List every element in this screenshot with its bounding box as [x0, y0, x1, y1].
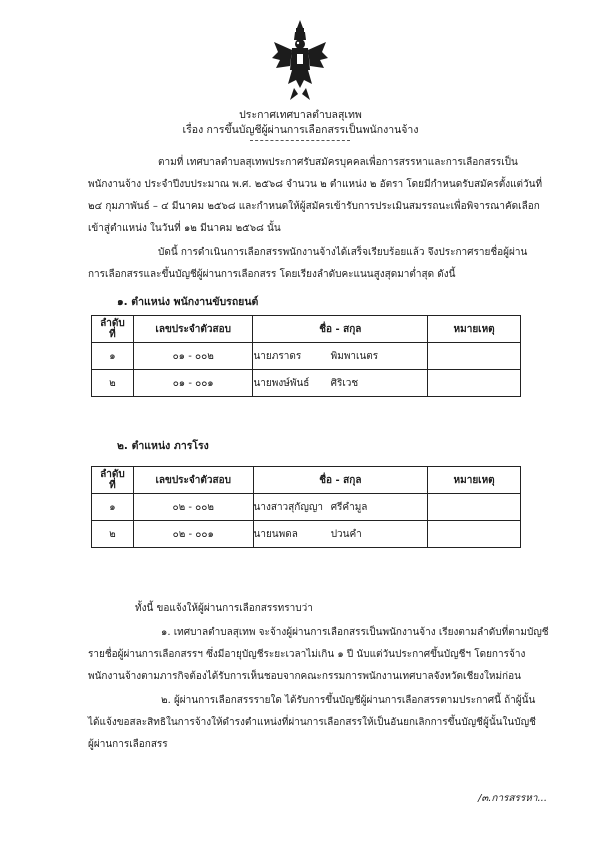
- table-header-row: [92, 316, 521, 343]
- header-no: ลำดับ ที่: [92, 316, 134, 343]
- intro2-line-1: บัดนี้ การดำเนินการเลือกสรรพนักงานจ้างได้เสร็จเรียบร้อยแล้ว จึงประกาศรายชื่อผู้ผ่าน: [158, 247, 528, 258]
- last-name: ศรีคำมูล: [330, 501, 368, 513]
- item2-line-2: ได้แจ้งขอสละสิทธิในการจ้างให้ดำรงตำแหน่งที่ผ่านการเลือกสรรให้เป็นอันยกเลิกการขึ้นบัญชีผู้นั้นในบัญชี: [88, 717, 536, 728]
- header-name: ชื่อ - สกุล: [253, 467, 428, 494]
- header-name: ชื่อ - สกุล: [253, 316, 428, 343]
- section-title-janitor: ๒. ตำแหน่ง ภารโรง: [117, 440, 209, 452]
- header-note: หมายเหตุ: [428, 316, 521, 343]
- header-id: เลขประจำตัวสอบ: [133, 316, 253, 343]
- header-no: ลำดับ ที่: [92, 467, 134, 494]
- last-name: ปวนคำ: [330, 528, 362, 540]
- intro-line-3: ๒๔ กุมภาพันธ์ – ๔ มีนาคม ๒๕๖๘ และกำหนดให้ผู้สมัครเข้ารับการประเมินสมรรถนะเพื่อพิจารณาคัดเลือก: [88, 201, 540, 212]
- closing-intro: ทั้งนี้ ขอแจ้งให้ผู้ผ่านการเลือกสรรทราบว่า: [135, 603, 313, 614]
- row-note: [428, 521, 521, 548]
- item1-line-1: ๑. เทศบาลตำบลสุเทพ จะจ้างผู้ผ่านการเลือกสรรเป็นพนักงานจ้าง เรียงตามลำดับที่ตามบัญชี: [161, 627, 549, 638]
- row-id: ๐๑ - ๐๐๒: [133, 343, 253, 370]
- table-header-row: [92, 467, 521, 494]
- row-name: [253, 370, 428, 397]
- table-row: [92, 521, 521, 548]
- row-note: [428, 343, 521, 370]
- row-no: ๑: [92, 494, 134, 521]
- first-name: นายนพดล: [253, 528, 298, 540]
- intro-line-1: ตามที่ เทศบาลตำบลสุเทพประกาศรับสมัครบุคคลเพื่อการสรรหาและการเลือกสรรเป็น: [158, 157, 518, 168]
- janitor-table: [91, 466, 521, 548]
- item2-line-3: ผู้ผ่านการเลือกสรร: [88, 739, 168, 750]
- row-no: ๒: [92, 370, 134, 397]
- row-name: [253, 521, 428, 548]
- header-note: หมายเหตุ: [428, 467, 521, 494]
- table-row: [92, 494, 521, 521]
- last-name: พิมพาเนตร: [330, 350, 379, 362]
- intro-line-2: พนักงานจ้าง ประจำปีงบประมาณ พ.ศ. ๒๕๖๘ จำนวน ๒ ตำแหน่ง ๒ อัตรา โดยมีกำหนดรับสมัครตั้งแต่วันที่: [88, 179, 543, 190]
- header-id: เลขประจำตัวสอบ: [133, 467, 253, 494]
- row-name: [253, 343, 428, 370]
- last-name: ศิริเวช: [330, 377, 359, 389]
- announcement-title: ประกาศเทศบาลตำบลสุเทพ: [239, 109, 362, 121]
- first-name: นายพงษ์พันธ์: [253, 377, 310, 389]
- announcement-subject: เรื่อง การขึ้นบัญชีผู้ผ่านการเลือกสรรเป็นพนักงานจ้าง: [182, 124, 419, 136]
- intro2-line-2: การเลือกสรรและขึ้นบัญชีผู้ผ่านการเลือกสรร โดยเรียงลำดับคะแนนสูงสุดมาต่ำสุด ดังนี้: [88, 269, 456, 280]
- item2-line-1: ๒. ผู้ผ่านการเลือกสรรรายใด ได้รับการขึ้นบัญชีผู้ผ่านการเลือกสรรตามประกาศนี้ ถ้าผู้นั้น: [161, 695, 536, 706]
- row-no: ๒: [92, 521, 134, 548]
- divider: [250, 140, 350, 141]
- row-id: ๐๑ - ๐๐๑: [133, 370, 253, 397]
- row-note: [428, 494, 521, 521]
- row-name: [253, 494, 428, 521]
- table-row: [92, 343, 521, 370]
- row-id: ๐๒ - ๐๐๑: [133, 521, 253, 548]
- first-name: นางสาวสุกัญญา: [253, 501, 323, 513]
- section-title-driver: ๑. ตำแหน่ง พนักงานขับรถยนต์: [117, 296, 259, 308]
- intro-line-4: เข้าสู่ตำแหน่ง ในวันที่ ๑๒ มีนาคม ๒๕๖๘ นั้น: [88, 223, 281, 234]
- continuation-note: /๓.การสรรหา...: [478, 793, 548, 804]
- driver-table: [91, 315, 521, 397]
- garuda-emblem-icon: [270, 18, 330, 102]
- first-name: นายภราดร: [253, 350, 302, 362]
- row-id: ๐๒ - ๐๐๒: [133, 494, 253, 521]
- item1-line-2: รายชื่อผู้ผ่านการเลือกสรรฯ ซึ่งมีอายุบัญชีระยะเวลาไม่เกิน ๑ ปี นับแต่วันประกาศขึ้นบัญชีฯ โดยการจ้าง: [88, 649, 526, 660]
- row-no: ๑: [92, 343, 134, 370]
- table-row: [92, 370, 521, 397]
- item1-line-3: พนักงานจ้างตามภารกิจต้องได้รับการเห็นชอบจากคณะกรรมการพนักงานเทศบาลจังหวัดเชียงใหม่ก่อน: [88, 671, 521, 682]
- row-note: [428, 370, 521, 397]
